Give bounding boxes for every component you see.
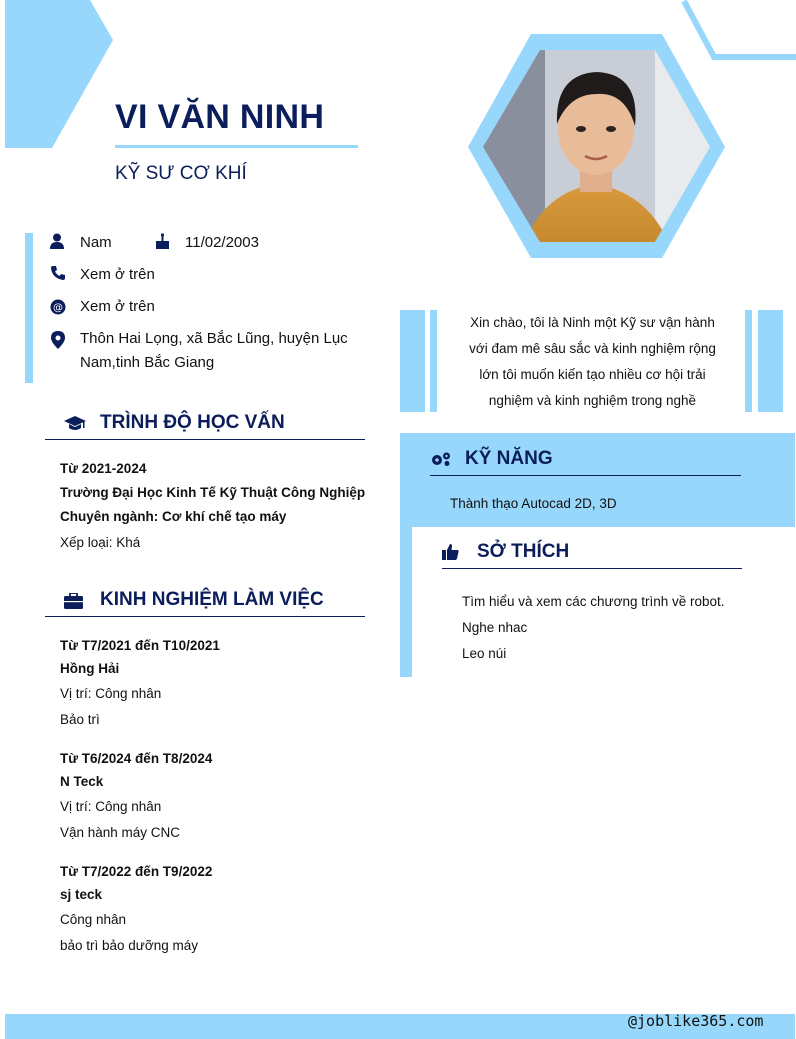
avatar bbox=[465, 34, 727, 260]
job-title: KỸ SƯ CƠ KHÍ bbox=[115, 163, 247, 184]
watermark-url: @joblike365.com bbox=[628, 1012, 764, 1030]
experience-heading: KINH NGHIỆM LÀM VIỆC bbox=[100, 589, 324, 610]
about-line: nghiệm và kinh nghiệm trong nghề bbox=[488, 393, 697, 408]
hobbies-heading: SỞ THÍCH bbox=[477, 541, 570, 562]
about-left-thin-bar bbox=[430, 310, 437, 412]
gears-icon bbox=[430, 451, 452, 467]
hobby-item: Tìm hiểu và xem các chương trình về robot. bbox=[462, 594, 725, 609]
job-detail: Bảo trì bbox=[60, 712, 100, 727]
address-line-2: Nam,tinh Bắc Giang bbox=[80, 354, 215, 371]
svg-text:@: @ bbox=[53, 302, 63, 314]
about-left-bar bbox=[400, 310, 425, 412]
skill-item: Thành thạo Autocad 2D, 3D bbox=[450, 496, 617, 511]
phone-value: Xem ở trên bbox=[80, 266, 155, 283]
hobby-item: Nghe nhac bbox=[462, 620, 528, 635]
education-grade: Xếp loại: Khá bbox=[60, 535, 141, 550]
about-text bbox=[440, 310, 745, 414]
name-underline bbox=[115, 145, 358, 148]
about-right-bar bbox=[758, 310, 783, 412]
skills-divider bbox=[430, 475, 741, 476]
about-line: Xin chào, tôi là Ninh một Kỹ sư vận hành bbox=[470, 315, 715, 330]
hobby-item: Leo núi bbox=[462, 646, 507, 661]
skills-heading: KỸ NĂNG bbox=[465, 448, 553, 469]
education-school: Trường Đại Học Kinh Tế Kỹ Thuật Công Nghiệp bbox=[60, 485, 366, 500]
location-pin-icon bbox=[51, 331, 65, 349]
email-at-icon bbox=[50, 299, 66, 315]
birthday-cake-icon bbox=[155, 233, 170, 249]
job-detail: bảo trì bảo dưỡng máy bbox=[60, 938, 198, 953]
email-value: Xem ở trên bbox=[80, 298, 155, 315]
job-company: Hồng Hải bbox=[60, 661, 120, 676]
job-detail: Công nhân bbox=[60, 912, 127, 927]
address-line-1: Thôn Hai Lọng, xã Bắc Lũng, huyện Lục bbox=[80, 330, 348, 347]
education-heading: TRÌNH ĐỘ HỌC VẤN bbox=[100, 412, 285, 433]
education-period: Từ 2021-2024 bbox=[60, 461, 147, 476]
about-right-thin-bar bbox=[745, 310, 752, 412]
birthday-value: 11/02/2003 bbox=[185, 234, 259, 251]
candidate-name: VI VĂN NINH bbox=[115, 98, 325, 136]
job-detail: Vận hành máy CNC bbox=[60, 825, 181, 840]
thumbs-up-icon bbox=[442, 544, 459, 560]
person-icon bbox=[50, 233, 64, 249]
about-line: lớn tôi muốn kiến tạo nhiều cơ hội trải bbox=[479, 367, 706, 382]
hobbies-divider bbox=[442, 568, 742, 569]
job-company: sj teck bbox=[60, 887, 103, 902]
contact-accent-bar bbox=[25, 233, 33, 383]
hobbies-side-bar bbox=[400, 527, 412, 677]
top-left-decoration bbox=[0, 0, 120, 150]
education-major: Chuyên ngành: Cơ khí chế tạo máy bbox=[60, 509, 287, 524]
experience-divider bbox=[45, 616, 365, 617]
about-line: với đam mê sâu sắc và kinh nghiệm rộng bbox=[469, 341, 716, 356]
education-divider bbox=[45, 439, 365, 440]
job-period: Từ T7/2022 đến T9/2022 bbox=[60, 864, 213, 879]
graduation-cap-icon bbox=[64, 416, 86, 432]
job-detail: Vị trí: Công nhân bbox=[60, 686, 162, 701]
job-period: Từ T6/2024 đến T8/2024 bbox=[60, 751, 213, 766]
job-detail: Vị trí: Công nhân bbox=[60, 799, 162, 814]
job-company: N Teck bbox=[60, 774, 104, 789]
briefcase-icon bbox=[64, 593, 83, 609]
job-period: Từ T7/2021 đến T10/2021 bbox=[60, 638, 220, 653]
gender-value: Nam bbox=[80, 234, 112, 251]
phone-icon bbox=[50, 265, 66, 281]
address-value bbox=[80, 327, 370, 375]
skills-panel bbox=[400, 433, 795, 527]
